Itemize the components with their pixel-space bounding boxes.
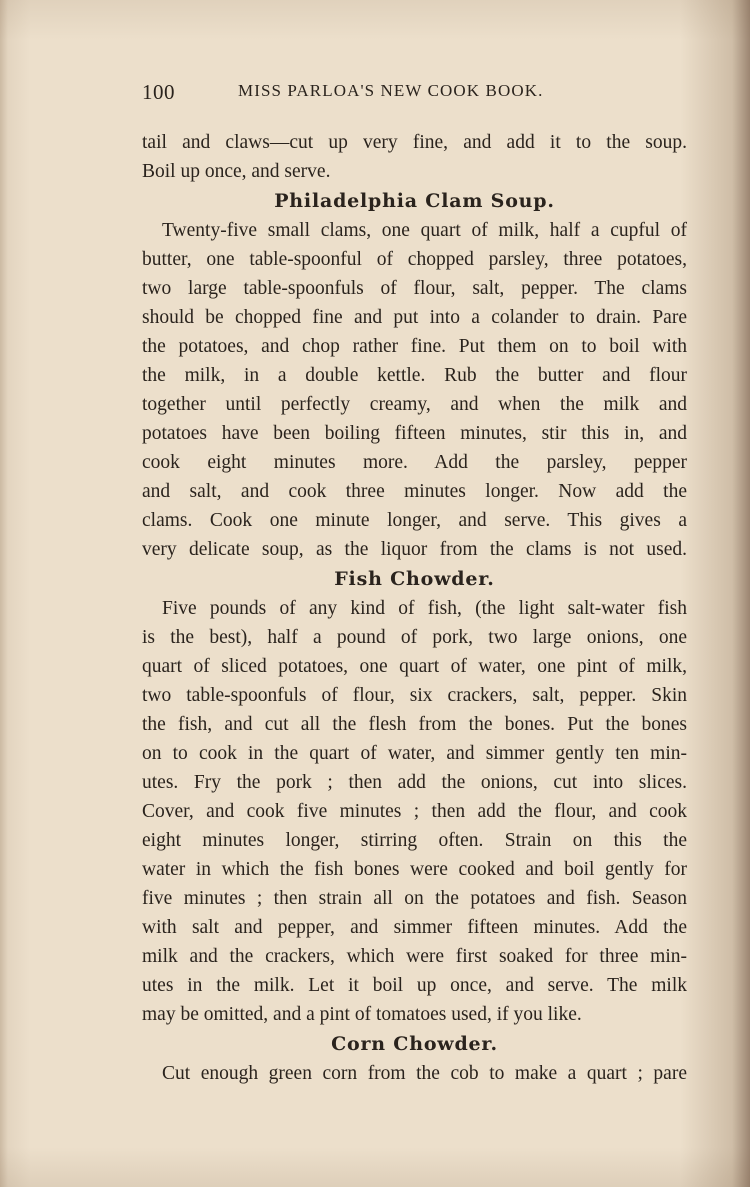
text-line: very delicate soup, as the liquor from the clams is not used.	[142, 539, 687, 560]
text-line: water in which the fish bones were cooked and boil gently for	[142, 859, 687, 880]
text-line: the fish, and cut all the flesh from the bones. Put the bones	[142, 714, 687, 735]
recipe-fish-chowder	[142, 564, 687, 1029]
text-line: Cut enough green corn from the cob to make a quart ; pare	[162, 1063, 687, 1084]
text-line: Five pounds of any kind of fish, (the light salt-water fish	[162, 598, 687, 619]
text-line: two large table-spoonfuls of flour, salt, pepper. The clams	[142, 278, 687, 299]
recipe-heading: Corn Chowder.	[331, 1033, 498, 1055]
text-line: potatoes have been boiling fifteen minutes, stir this in, and	[142, 423, 687, 444]
text-line: may be omitted, and a pint of tomatoes used, if you like.	[142, 1004, 582, 1025]
text-line: quart of sliced potatoes, one quart of water, one pint of milk,	[142, 656, 687, 677]
page-header	[142, 80, 687, 108]
page-body	[142, 128, 687, 1088]
recipe-philadelphia-clam-soup	[142, 186, 687, 564]
page-number: 100	[142, 80, 175, 104]
text-line: on to cook in the quart of water, and simmer gently ten min-	[142, 743, 687, 764]
text-line: is the best), half a pound of pork, two large onions, one	[142, 627, 687, 648]
text-line: utes in the milk. Let it boil up once, and serve. The milk	[142, 975, 687, 996]
running-head: MISS PARLOA'S NEW COOK BOOK.	[238, 81, 544, 100]
text-line: together until perfectly creamy, and when the milk and	[142, 394, 687, 415]
text-line: five minutes ; then strain all on the potatoes and fish. Season	[142, 888, 687, 909]
text-line: the potatoes, and chop rather fine. Put them on to boil with	[142, 336, 687, 357]
text-line: with salt and pepper, and simmer fifteen minutes. Add the	[142, 917, 687, 938]
text-line: two table-spoonfuls of flour, six crackers, salt, pepper. Skin	[142, 685, 687, 706]
text-line: Cover, and cook five minutes ; then add the flour, and cook	[142, 801, 687, 822]
recipe-corn-chowder	[142, 1029, 687, 1088]
intro-paragraph	[142, 128, 687, 186]
text-line: eight minutes longer, stirring often. Strain on this the	[142, 830, 687, 851]
text-line: and salt, and cook three minutes longer. Now add the	[142, 481, 687, 502]
text-line: the milk, in a double kettle. Rub the butter and flour	[142, 365, 687, 386]
text-line: tail and claws—cut up very fine, and add it to the soup.	[142, 132, 687, 153]
recipe-heading: Philadelphia Clam Soup.	[274, 190, 555, 212]
text-line: milk and the crackers, which were first soaked for three min-	[142, 946, 687, 967]
text-line: Boil up once, and serve.	[142, 161, 331, 182]
text-line: cook eight minutes more. Add the parsley, pepper	[142, 452, 687, 473]
text-line: utes. Fry the pork ; then add the onions, cut into slices.	[142, 772, 687, 793]
text-line: Twenty-five small clams, one quart of milk, half a cupful of	[162, 220, 687, 241]
text-line: clams. Cook one minute longer, and serve. This gives a	[142, 510, 687, 531]
recipe-heading: Fish Chowder.	[334, 568, 495, 590]
text-line: should be chopped fine and put into a colander to drain. Pare	[142, 307, 687, 328]
text-line: butter, one table-spoonful of chopped parsley, three potatoes,	[142, 249, 687, 270]
